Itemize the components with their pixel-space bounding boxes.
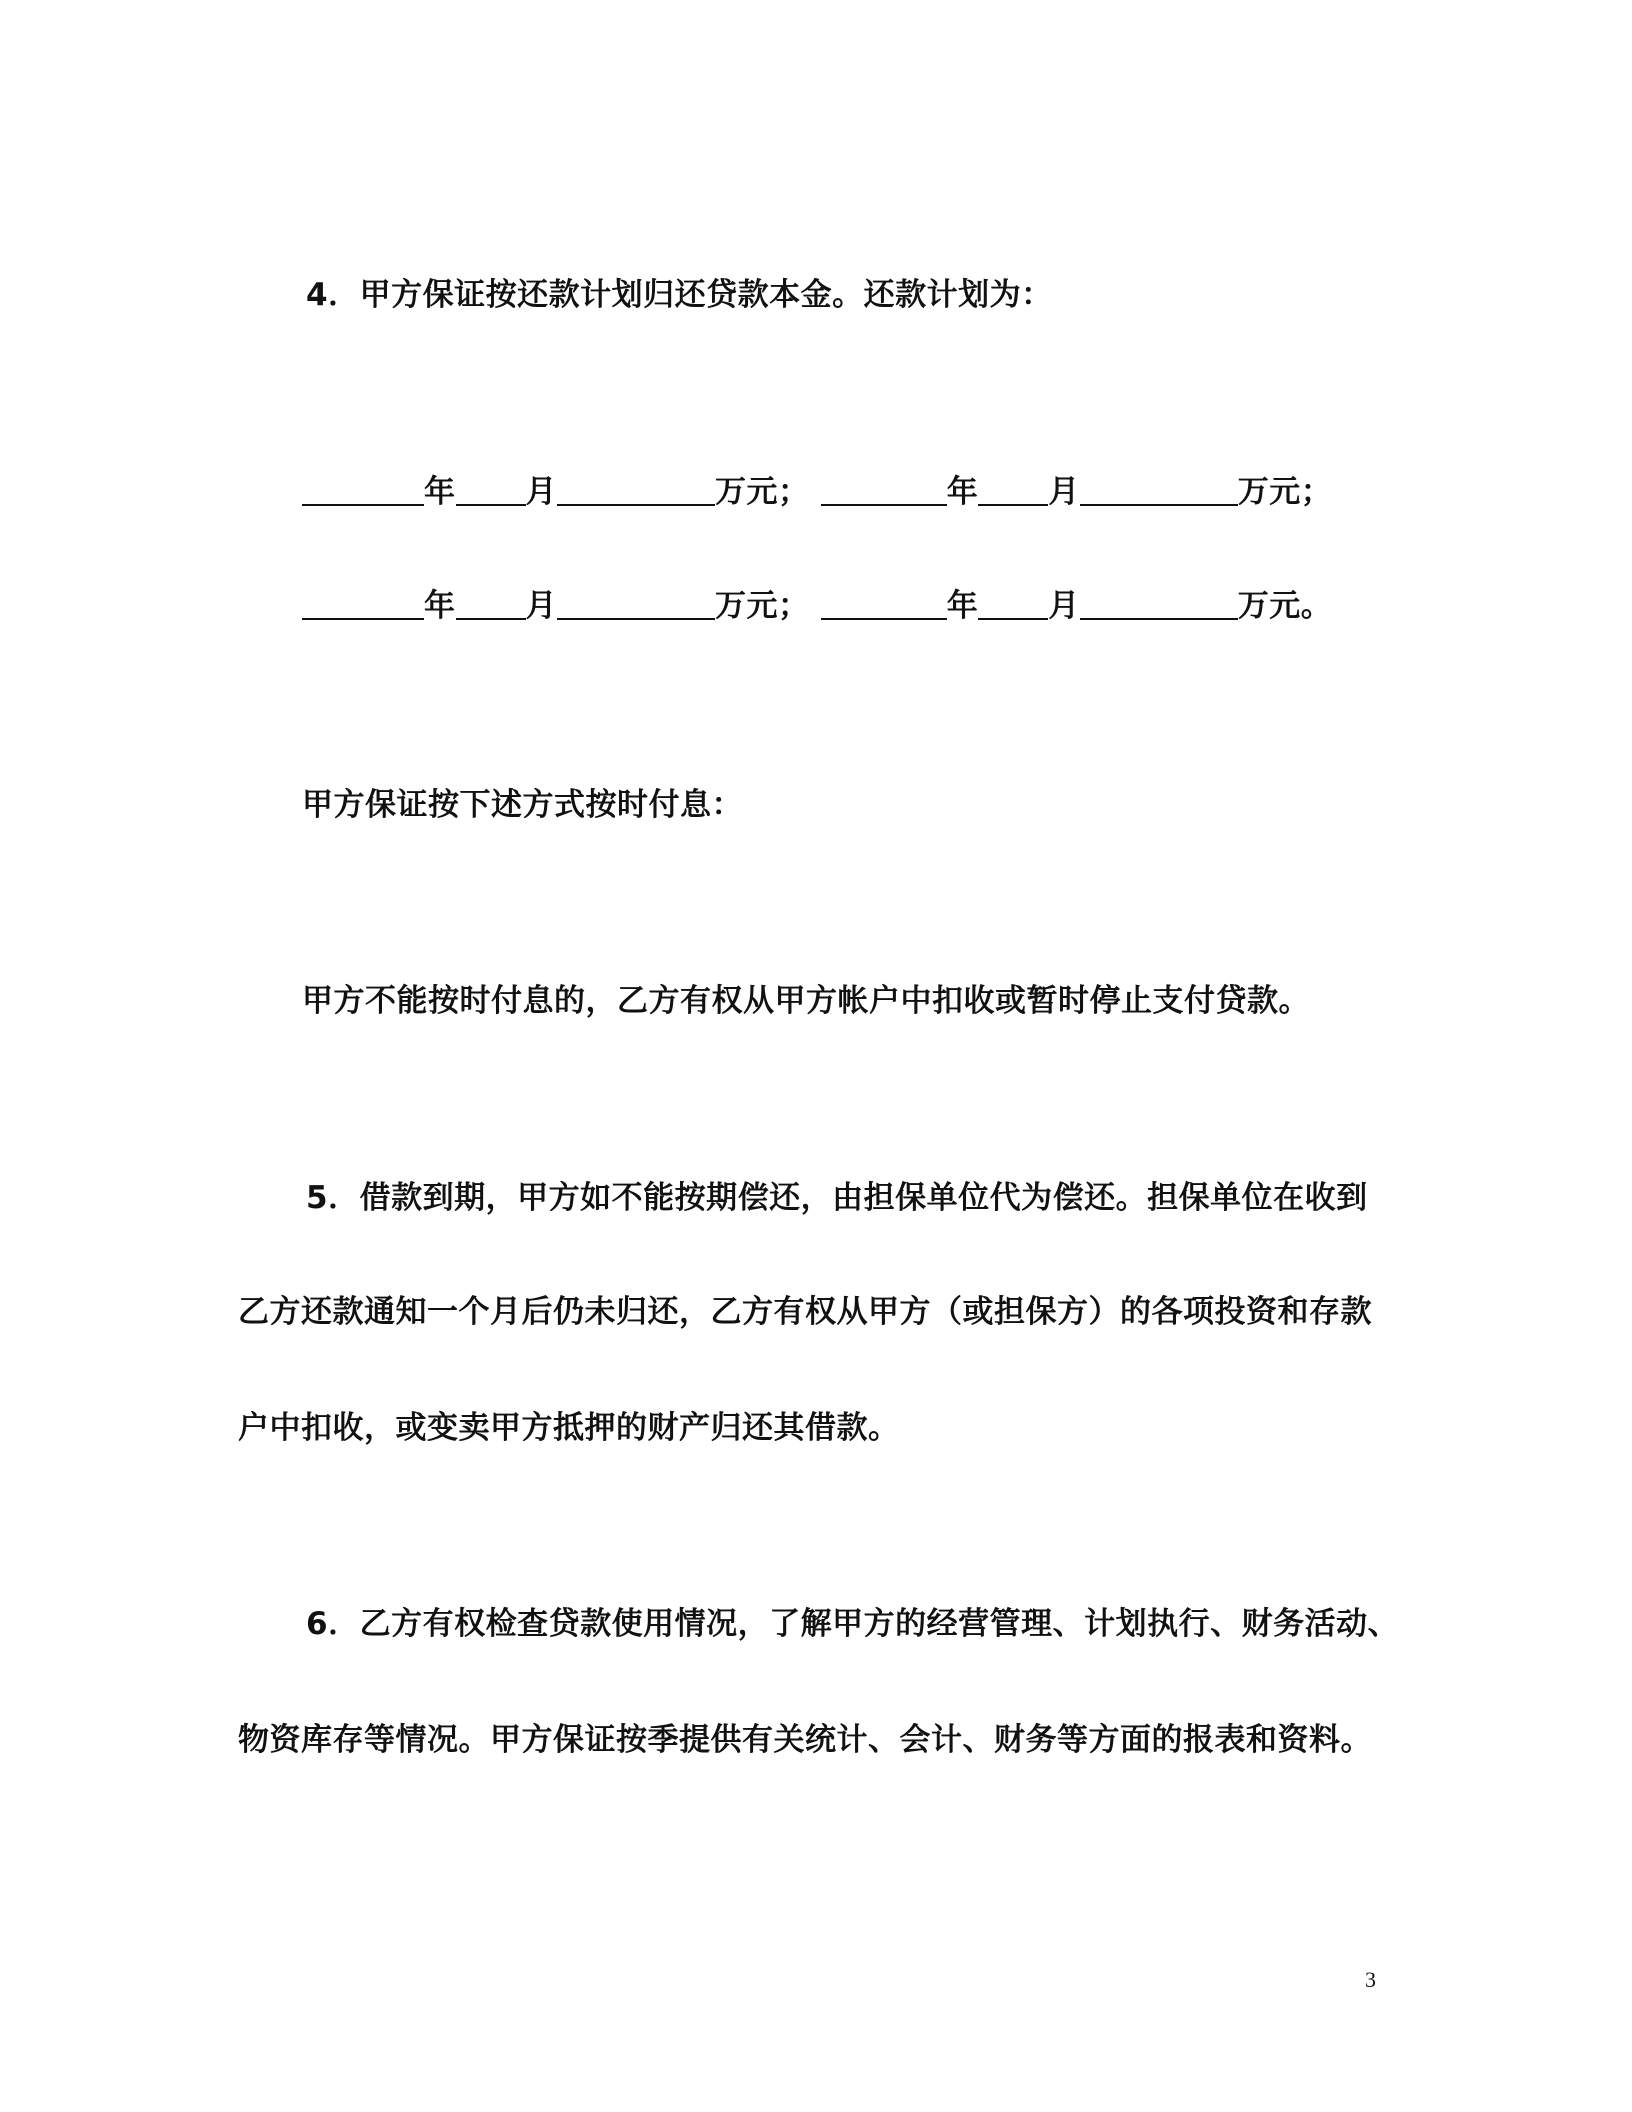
amount-unit: 万元 <box>715 474 778 510</box>
year-blank[interactable] <box>821 474 947 506</box>
clause-5-line-2: 乙方还款通知一个月后仍未归还，乙方有权从甲方（或担保方）的各项投资和存款 <box>238 1294 1372 1330</box>
year-blank[interactable] <box>821 588 947 620</box>
amount-blank[interactable] <box>557 588 715 620</box>
repayment-schedule-row-2 <box>302 586 1332 626</box>
month-unit: 月 <box>1048 588 1080 624</box>
interest-default-line: 甲方不能按时付息的，乙方有权从甲方帐户中扣收或暂时停止支付贷款。 <box>302 983 1310 1019</box>
month-blank[interactable] <box>978 474 1048 506</box>
month-blank[interactable] <box>456 474 526 506</box>
month-unit: 月 <box>525 474 557 510</box>
separator: ； <box>1300 474 1333 510</box>
clause-4-heading: 4．甲方保证按还款计划归还贷款本金。还款计划为： <box>306 277 1053 313</box>
year-unit: 年 <box>946 588 979 624</box>
month-blank[interactable] <box>456 588 526 620</box>
year-unit: 年 <box>424 474 456 510</box>
amount-blank[interactable] <box>557 474 715 506</box>
clause-5-line-3: 户中扣收，或变卖甲方抵押的财产归还其借款。 <box>238 1410 900 1446</box>
year-blank[interactable] <box>302 474 424 506</box>
year-blank[interactable] <box>302 588 424 620</box>
amount-unit: 万元 <box>1237 474 1301 510</box>
end-period: 。 <box>1300 588 1333 624</box>
repayment-schedule-row-1 <box>302 472 1332 512</box>
clause-6-line-2: 物资库存等情况。甲方保证按季提供有关统计、会计、财务等方面的报表和资料。 <box>238 1722 1372 1758</box>
clause-6-line-1: 6．乙方有权检查贷款使用情况，了解甲方的经营管理、计划执行、财务活动、 <box>306 1606 1400 1642</box>
month-unit: 月 <box>1048 474 1080 510</box>
year-unit: 年 <box>424 588 456 624</box>
page-number: 3 <box>1365 1967 1376 1992</box>
month-blank[interactable] <box>978 588 1048 620</box>
amount-unit: 万元 <box>1237 588 1301 624</box>
month-unit: 月 <box>525 588 557 624</box>
interest-payment-line: 甲方保证按下述方式按时付息： <box>302 787 743 823</box>
separator: ； <box>778 474 810 510</box>
separator: ； <box>778 588 810 624</box>
amount-unit: 万元 <box>715 588 778 624</box>
clause-5-line-1: 5．借款到期，甲方如不能按期偿还，由担保单位代为偿还。担保单位在收到 <box>306 1180 1368 1216</box>
amount-blank[interactable] <box>1080 474 1238 506</box>
year-unit: 年 <box>946 474 979 510</box>
amount-blank[interactable] <box>1080 588 1238 620</box>
